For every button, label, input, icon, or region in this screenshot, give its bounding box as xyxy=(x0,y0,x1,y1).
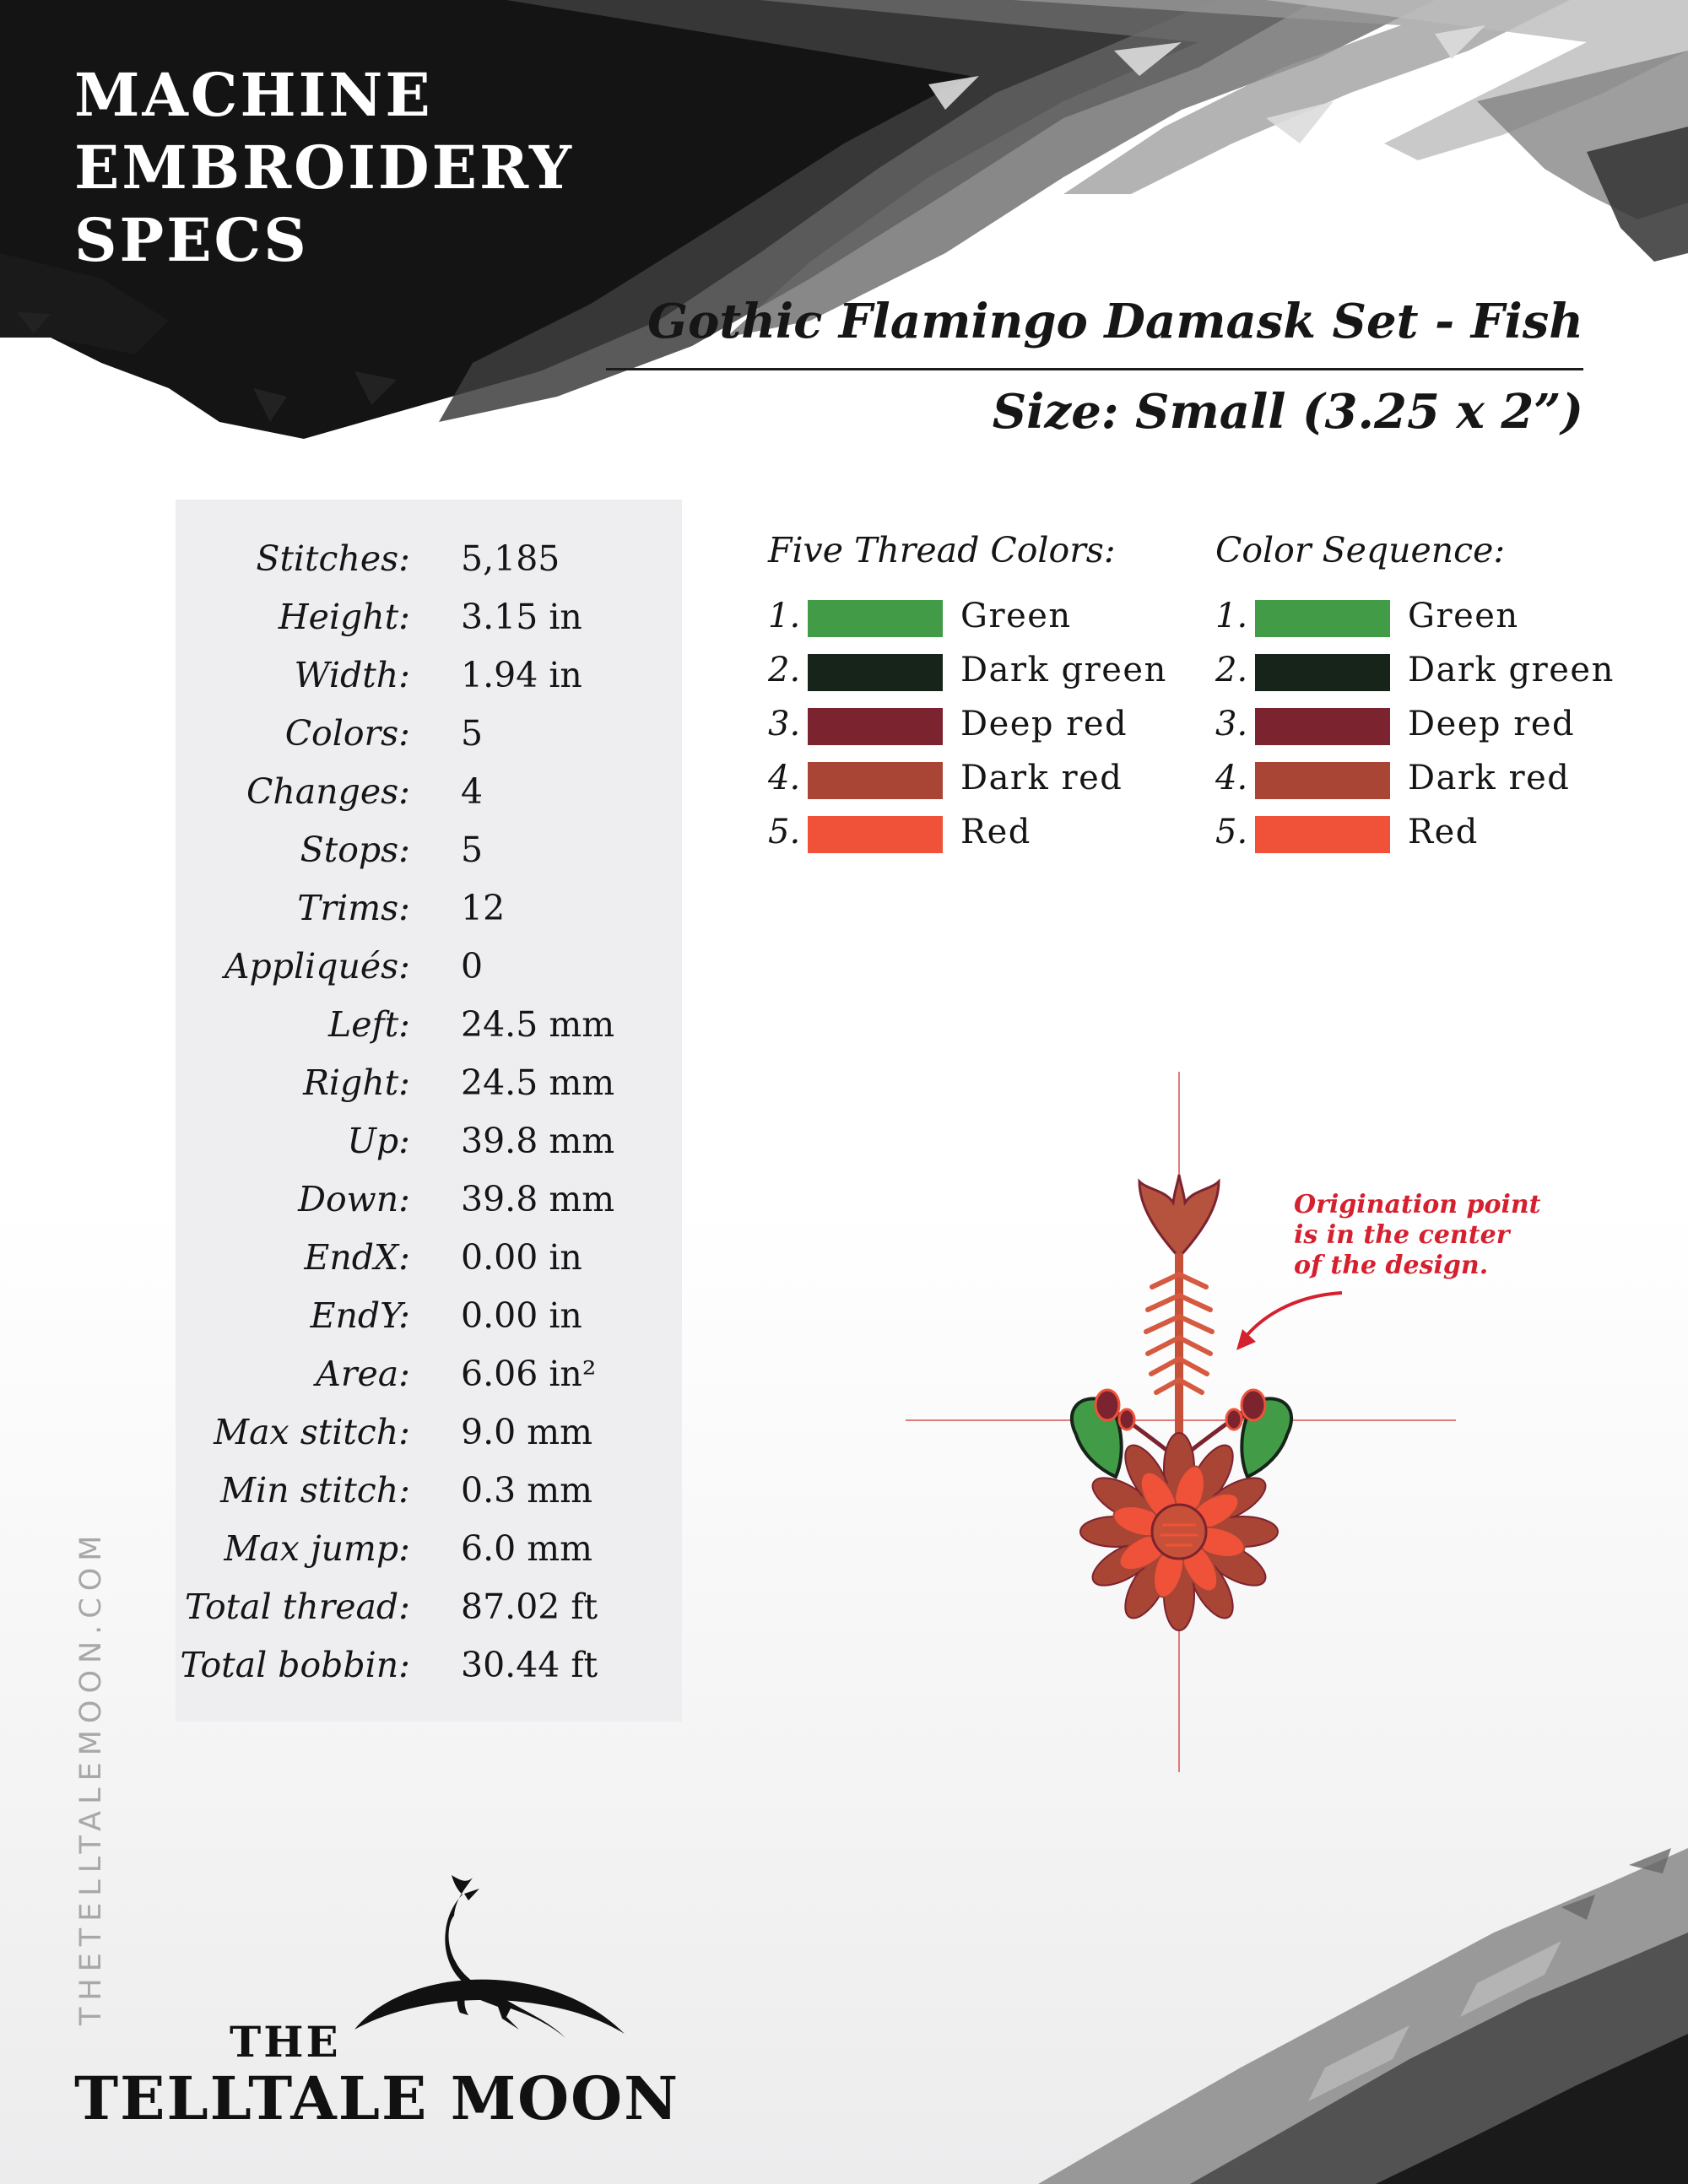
moon-arc xyxy=(354,1980,625,2034)
sequence-item xyxy=(1215,699,1612,749)
page-title-line: SPECS xyxy=(74,205,309,275)
spec-label: Trims: xyxy=(297,888,410,928)
spec-value: 9.0 mm xyxy=(461,1412,592,1452)
spec-value: 24.5 mm xyxy=(461,1004,615,1045)
color-name: Deep red xyxy=(960,705,1128,743)
spec-value: 4 xyxy=(461,771,484,812)
color-number: 4. xyxy=(1215,759,1248,797)
color-name: Green xyxy=(1408,597,1519,635)
spec-label: Right: xyxy=(303,1062,410,1103)
spec-value: 30.44 ft xyxy=(461,1645,598,1685)
design-size: Size: Small (3.25 x 2”) xyxy=(992,384,1583,440)
spec-row xyxy=(176,1290,682,1349)
spec-label: Stitches: xyxy=(256,538,410,579)
sequence-item xyxy=(1215,591,1612,641)
spec-label: Colors: xyxy=(284,713,410,754)
color-swatch xyxy=(1255,816,1390,853)
spec-value: 3.15 in xyxy=(461,597,582,637)
fish-tail xyxy=(1139,1175,1219,1257)
spec-value: 5 xyxy=(461,713,484,754)
spec-row xyxy=(176,533,682,592)
title-divider xyxy=(606,368,1583,370)
origination-arrowhead xyxy=(1236,1329,1256,1350)
color-swatch xyxy=(1255,654,1390,691)
thread-color-item xyxy=(768,699,1165,749)
origination-note-line: is in the center xyxy=(1294,1220,1510,1250)
spec-value: 5,185 xyxy=(461,538,560,579)
sequence-item xyxy=(1215,807,1612,857)
spec-label: Up: xyxy=(347,1121,410,1161)
color-number: 3. xyxy=(768,705,801,743)
thread-colors-heading: Five Thread Colors: xyxy=(768,530,1116,570)
thread-color-item xyxy=(768,591,1165,641)
color-name: Dark green xyxy=(960,651,1167,689)
design-name: Gothic Flamingo Damask Set - Fish xyxy=(647,294,1583,349)
color-number: 3. xyxy=(1215,705,1248,743)
color-name: Deep red xyxy=(1408,705,1576,743)
spec-label: EndX: xyxy=(304,1237,410,1278)
color-sequence-list xyxy=(1215,591,1615,861)
crow-icon xyxy=(445,1875,565,2038)
spec-row xyxy=(176,1640,682,1698)
color-swatch xyxy=(808,816,943,853)
color-swatch xyxy=(1255,600,1390,637)
spec-row xyxy=(176,883,682,941)
spec-row xyxy=(176,824,682,883)
spec-value: 12 xyxy=(461,888,506,928)
page-title-line: EMBROIDERY xyxy=(74,132,574,203)
spec-value: 6.06 in² xyxy=(461,1354,597,1394)
origination-note-line: of the design. xyxy=(1294,1251,1489,1280)
spec-row xyxy=(176,999,682,1057)
spec-row xyxy=(176,1116,682,1174)
spec-row xyxy=(176,941,682,999)
spec-row xyxy=(176,1581,682,1640)
logo-text-the: THE xyxy=(230,2017,341,2067)
color-number: 2. xyxy=(768,651,801,689)
color-swatch xyxy=(808,600,943,637)
spec-label: Area: xyxy=(316,1354,410,1394)
color-name: Dark green xyxy=(1408,651,1615,689)
spec-label: Changes: xyxy=(246,771,410,812)
spec-value: 0.3 mm xyxy=(461,1470,592,1511)
color-swatch xyxy=(808,654,943,691)
page-title-line: MACHINE xyxy=(74,60,433,130)
spec-value: 0.00 in xyxy=(461,1295,582,1336)
spec-label: Width: xyxy=(294,655,410,695)
spec-label: Total thread: xyxy=(184,1587,410,1627)
spec-label: Down: xyxy=(298,1179,410,1219)
color-number: 5. xyxy=(768,813,801,851)
color-name: Dark red xyxy=(1408,759,1571,797)
spec-label: Total bobbin: xyxy=(180,1645,410,1685)
spec-value: 5 xyxy=(461,830,484,870)
thread-color-item xyxy=(768,807,1165,857)
spec-label: Min stitch: xyxy=(220,1470,410,1511)
spec-value: 0.00 in xyxy=(461,1237,582,1278)
spec-label: Max jump: xyxy=(224,1528,410,1569)
color-name: Red xyxy=(1408,813,1479,851)
color-swatch xyxy=(808,762,943,799)
color-name: Red xyxy=(960,813,1031,851)
thread-color-item xyxy=(768,753,1165,803)
origination-note-line: Origination point xyxy=(1294,1190,1541,1219)
spec-row xyxy=(176,708,682,766)
color-number: 1. xyxy=(1215,597,1248,635)
origination-note xyxy=(1294,1190,1541,1281)
spec-row xyxy=(176,1174,682,1232)
spec-row xyxy=(176,766,682,824)
sequence-item xyxy=(1215,645,1615,695)
sequence-item xyxy=(1215,753,1612,803)
spec-label: Max stitch: xyxy=(214,1412,410,1452)
page-title xyxy=(74,59,574,277)
spec-row xyxy=(176,592,682,650)
spec-row xyxy=(176,1407,682,1465)
color-swatch xyxy=(1255,708,1390,745)
specs-panel xyxy=(176,500,682,1722)
design-preview xyxy=(895,1063,1477,1772)
spec-label: Left: xyxy=(328,1004,410,1045)
spec-value: 39.8 mm xyxy=(461,1121,615,1161)
color-name: Dark red xyxy=(960,759,1123,797)
thread-colors-list xyxy=(768,591,1165,861)
spec-label: EndY: xyxy=(310,1295,410,1336)
website-url-vertical: THETELLTALEMOON.COM xyxy=(74,1528,108,2025)
color-swatch xyxy=(1255,762,1390,799)
spec-row xyxy=(176,1523,682,1581)
color-number: 2. xyxy=(1215,651,1248,689)
spec-label: Stops: xyxy=(300,830,410,870)
origination-arrow xyxy=(1245,1293,1342,1338)
spec-label: Appliqués: xyxy=(224,946,410,987)
spec-value: 1.94 in xyxy=(461,655,582,695)
spec-row xyxy=(176,1465,682,1523)
color-name: Green xyxy=(960,597,1072,635)
spec-row xyxy=(176,1232,682,1290)
footer-brush-texture xyxy=(971,1814,1688,2184)
color-swatch xyxy=(808,708,943,745)
logo-text-name: TELLTALE MOON xyxy=(74,2063,680,2133)
crow-moon-logo xyxy=(338,1865,641,2059)
spec-row xyxy=(176,650,682,708)
spec-value: 0 xyxy=(461,946,484,987)
spec-value: 24.5 mm xyxy=(461,1062,615,1103)
spec-label: Height: xyxy=(278,597,410,637)
spec-value: 6.0 mm xyxy=(461,1528,592,1569)
thread-color-item xyxy=(768,645,1165,695)
color-sequence-heading: Color Sequence: xyxy=(1215,530,1506,570)
color-number: 5. xyxy=(1215,813,1248,851)
spec-row xyxy=(176,1349,682,1407)
spec-value: 87.02 ft xyxy=(461,1587,598,1627)
spec-value: 39.8 mm xyxy=(461,1179,615,1219)
spec-row xyxy=(176,1057,682,1116)
color-number: 1. xyxy=(768,597,801,635)
color-number: 4. xyxy=(768,759,801,797)
